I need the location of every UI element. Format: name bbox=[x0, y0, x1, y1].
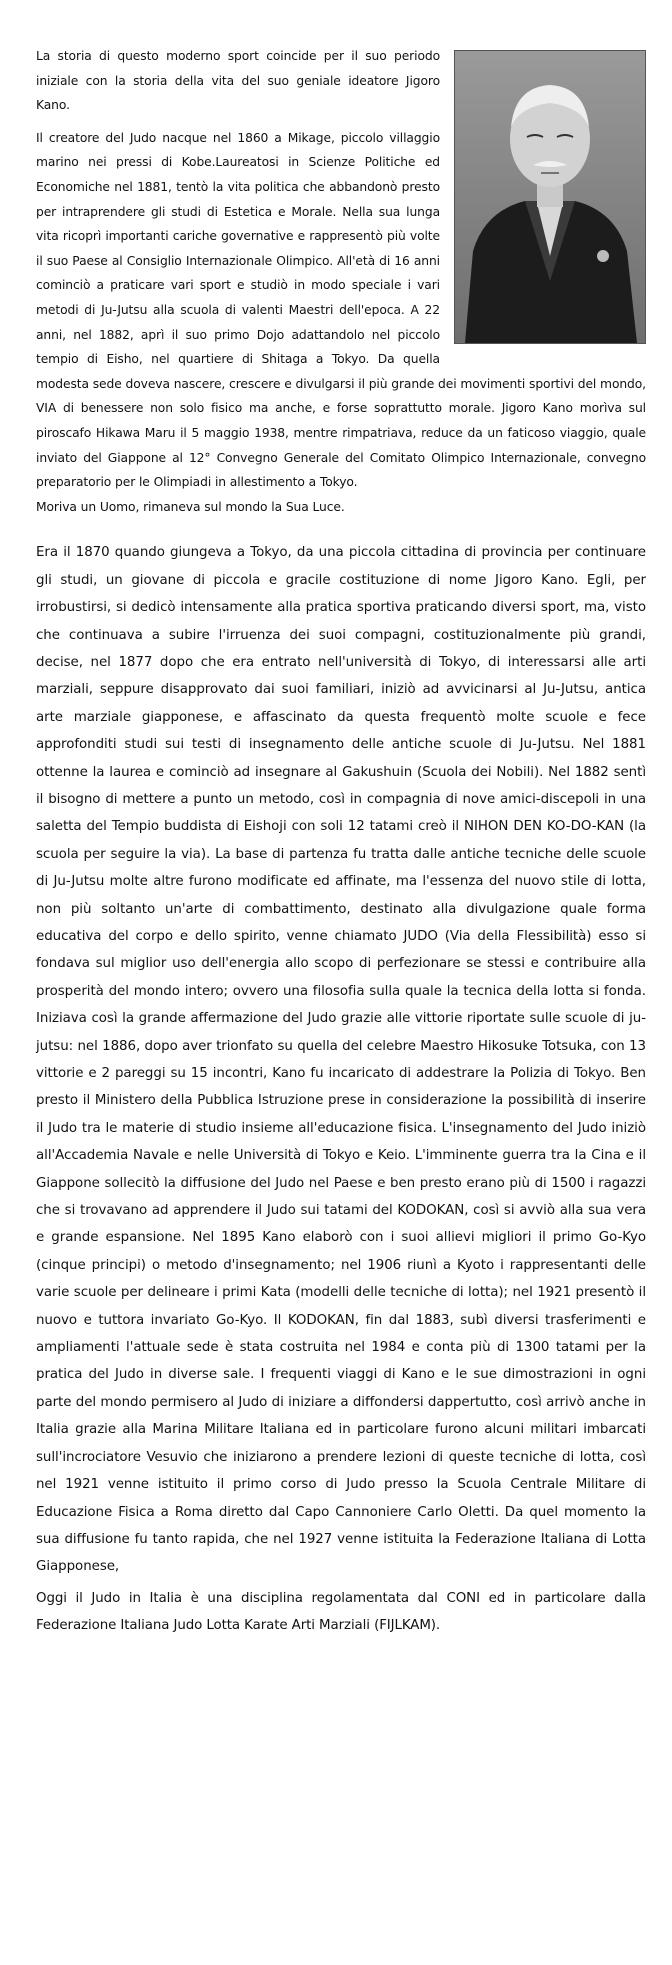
paragraph-epitaph: Moriva un Uomo, rimaneva sul mondo la Sua Luce. bbox=[36, 499, 345, 514]
paragraph-intro: La storia di questo moderno sport coincide per il suo periodo iniziale con la storia della vita del suo geniale ideatore Jigoro Kano. bbox=[36, 49, 440, 113]
paragraph-history: Era il 1870 quando giungeva a Tokyo, da una piccola cittadina di provincia per continuare gli studi, un giovane di piccola e gracile costituzione di nome Jigoro Kano. Egli, per irrobustirsi, si dedicò intensamente alla pratica sportiva praticando diversi sport, ma, visto che continuava a subire l'irruenza dei suoi compagni, costituzionalmente più grandi, decise, nel 1877 dopo che era entrato nell'università di Tokyo, di interessarsi alle arti marziali, seppure disapprovato dai suoi familiari, iniziò ad avvicinarsi al Ju-Jutsu, antica arte marziale giapponese, e affascinato da questa frequentò molte scuole e fece approfonditi studi sui testi di insegnamento delle antiche scuole di Ju-Jutsu. Nel 1881 ottenne la laurea e cominciò ad insegnare al Gakushuin (Scuola dei Nobili). Nel 1882 sentì il bisogno di mettere a punto un metodo, così in compagnia di nove amici-discepoli in una saletta del Tempio buddista di Eishoji con soli 12 tatami creò il NIHON DEN KO-DO-KAN (la scuola per seguire la via). La base di partenza fu tratta dalle antiche tecniche delle scuole di Ju-Jutsu molte altre furono modificate ed affinate, ma l'essenza del nuovo stile di lotta, non più soltanto un'arte di combattimento, destinato alla divulgazione quale forma educativa del corpo e dello spirito, venne chiamato JUDO (Via della Flessibilità) esso si fondava sul miglior uso dell'energia allo scopo di perfezionare se stessi e contribuire alla prosperità del mondo intero; ovvero una filosofia sulla quale la tecnica della lotta si fonda. Iniziava così la grande affermazione del Judo grazie alle vittorie riportate sulle scuole di ju-jutsu: nel 1886, dopo aver trionfato su quella del celebre Maestro Hikosuke Totsuka, con 13 vittorie e 2 pareggi su 15 incontri, Kano fu incaricato di addestrare la Polizia di Tokyo. Ben presto il Ministero della Pubblica Istruzione prese in considerazione la possibilità di inserire il Judo tra le materie di studio insieme all'educazione fisica. L'insegnamento del Judo iniziò all'Accademia Navale e nelle Università di Tokyo e Keio. L'imminente guerra tra la Cina e il Giappone sollecitò la diffusione del Judo nel Paese e ben presto erano più di 1500 i ragazzi che si trovavano ad apprendere il Judo sui tatami del KODOKAN, così si avviò alla sua vera e grande espansione. Nel 1895 Kano elaborò con i suoi allievi migliori il primo Go-Kyo (cinque principi) o metodo d'insegnamento; nel 1906 riunì a Kyoto i rappresentanti delle varie scuole per delineare i primi Kata (modelli delle tecniche di lotta); nel 1921 presentò il nuovo e tuttora invariato Go-Kyo. Il KODOKAN, fin dal 1883, subì diversi trasferimenti e ampliamenti l'attuale sede è stata costruita nel 1984 e conta più di 1300 tatami per la pratica del Judo in diverse sale. I frequenti viaggi di Kano e le sue dimostrazioni in ogni parte del mondo permisero al Judo di iniziare a diffondersi dappertutto, così arrivò anche in Italia grazie alla Marina Militare Italiana ed in particolare furono alcuni militari imbarcati sull'incrociatore Vesuvio che iniziarono a prendere lezioni di queste tecniche di lotta, così nel 1921 venne istituito il primo corso di Judo presso la Scuola Centrale Militare di Educazione Fisica a Roma diretto dal Capo Cannoniere Carlo Oletti. Da quel momento la sua diffusione fu tanto rapida, che nel 1927 venne istituita la Federazione Italiana di Lotta Giapponese, bbox=[36, 545, 646, 1575]
paragraph-today: Oggi il Judo in Italia è una disciplina regolamentata dal CONI ed in particolare dalla Federazione Italiana Judo Lotta Karate Arti Marziali (FIJLKAM). bbox=[36, 1590, 646, 1634]
paragraph-biography: Il creatore del Judo nacque nel 1860 a Mikage, piccolo villaggio marino nei pressi di Kobe.Laureatosi in Scienze Politiche ed Economiche nel 1881, tentò la vita politica che abbandonò presto per intraprendere gli studi di Estetica e Morale. Nella sua lunga vita ricoprì importanti cariche governative e rappresentò più volte il suo Paese al Consiglio Internazionale Olimpico. All'età di 16 anni cominciò a praticare vari sport e studiò in modo speciale i vari metodi di Ju-Jutsu alla scuola di valenti Maestri dell'epoca. A 22 anni, nel 1882, aprì il suo primo Dojo adattandolo nel piccolo tempio di Eisho, nel quartiere di Shitaga a Tokyo. Da quella modesta sede doveva nascere, crescere e divulgarsi il più grande dei movimenti sportivi del mondo, VIA di benessere non solo fisico ma anche, e forse soprattutto morale. Jigoro Kano morìva sul piroscafo Hikawa Maru il 5 maggio 1938, mentre rimpatriava, reduce da un faticoso viaggio, quale inviato del Giappone al 12° Convegno Generale del Comitato Olimpico Internazionale, convegno preparatorio per le Olimpiadi in allestimento a Tokyo. bbox=[36, 130, 646, 490]
portrait-photo bbox=[454, 50, 646, 344]
document-page bbox=[36, 44, 646, 1640]
portrait-illustration bbox=[455, 51, 645, 343]
